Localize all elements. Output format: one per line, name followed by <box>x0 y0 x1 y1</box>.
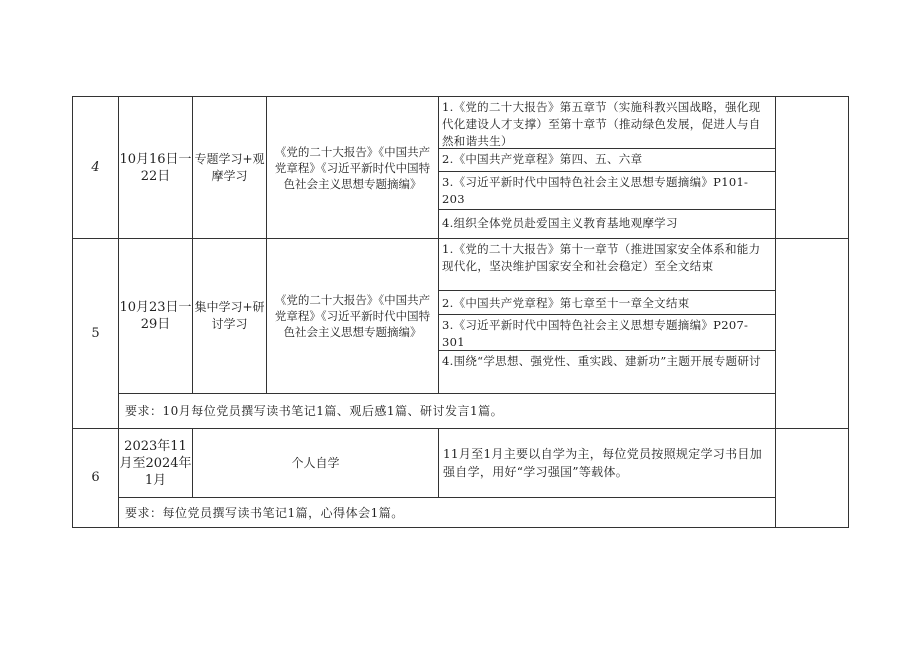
content-item: 3.《习近平新时代中国特色社会主义思想专题摘编》P207-301 <box>439 315 775 351</box>
content-cell <box>439 97 776 239</box>
content-item: 3.《习近平新时代中国特色社会主义思想专题摘编》P101-203 <box>439 172 775 210</box>
row-number: 4 <box>73 97 119 239</box>
content-item: 1.《党的二十大报告》第十一章节（推进国家安全体系和能力现代化，坚决维护国家安全和社会稳定）至全文结束 <box>439 239 775 291</box>
content-cell <box>439 239 776 394</box>
mode-cell: 专题学习+观摩学习 <box>193 97 267 239</box>
content-item: 1.《党的二十大报告》第五章节（实施科教兴国战略，强化现代化建设人才支撑）至第十章节（推动绿色发展，促进人与自然和谐共生） <box>439 97 775 149</box>
date-cell: 10月23日一29日 <box>119 239 193 394</box>
table-row <box>73 239 849 394</box>
table-row <box>73 429 849 498</box>
materials-cell: 《党的二十大报告》《中国共产党章程》《习近平新时代中国特色社会主义思想专题摘编》 <box>267 97 439 239</box>
content-item: 2.《中国共产党章程》第四、五、六章 <box>439 149 775 172</box>
content-item: 4.组织全体党员赴爱国主义教育基地观摩学习 <box>442 216 678 230</box>
content-item: 4.围绕“学思想、强党性、重实践、建新功”主题开展专题研讨 <box>442 354 761 368</box>
date-cell: 2023年11月至2024年1月 <box>119 429 193 498</box>
materials-cell: 《党的二十大报告》《中国共产党章程》《习近平新时代中国特色社会主义思想专题摘编》 <box>267 239 439 394</box>
table-row <box>73 97 849 239</box>
mode-cell: 个人自学 <box>193 429 439 498</box>
study-plan-table <box>72 96 849 528</box>
description-cell: 11月至1月主要以自学为主，每位党员按照规定学习书目加强自学，用好“学习强国”等载体。 <box>439 429 776 498</box>
requirement-cell: 要求：10月每位党员撰写读书笔记1篇、观后感1篇、研讨发言1篇。 <box>119 394 776 429</box>
note-cell <box>776 239 849 429</box>
row-number: 6 <box>73 429 119 528</box>
mode-cell: 集中学习+研讨学习 <box>193 239 267 394</box>
note-cell <box>776 429 849 528</box>
requirement-cell: 要求：每位党员撰写读书笔记1篇，心得体会1篇。 <box>119 498 776 528</box>
content-item: 2.《中国共产党章程》第七章至十一章全文结束 <box>439 291 775 315</box>
note-cell <box>776 97 849 239</box>
row-number: 5 <box>73 239 119 429</box>
date-cell: 10月16日一22日 <box>119 97 193 239</box>
table-row <box>73 394 849 429</box>
table-row <box>73 498 849 528</box>
study-plan-table-wrapper <box>72 96 848 528</box>
